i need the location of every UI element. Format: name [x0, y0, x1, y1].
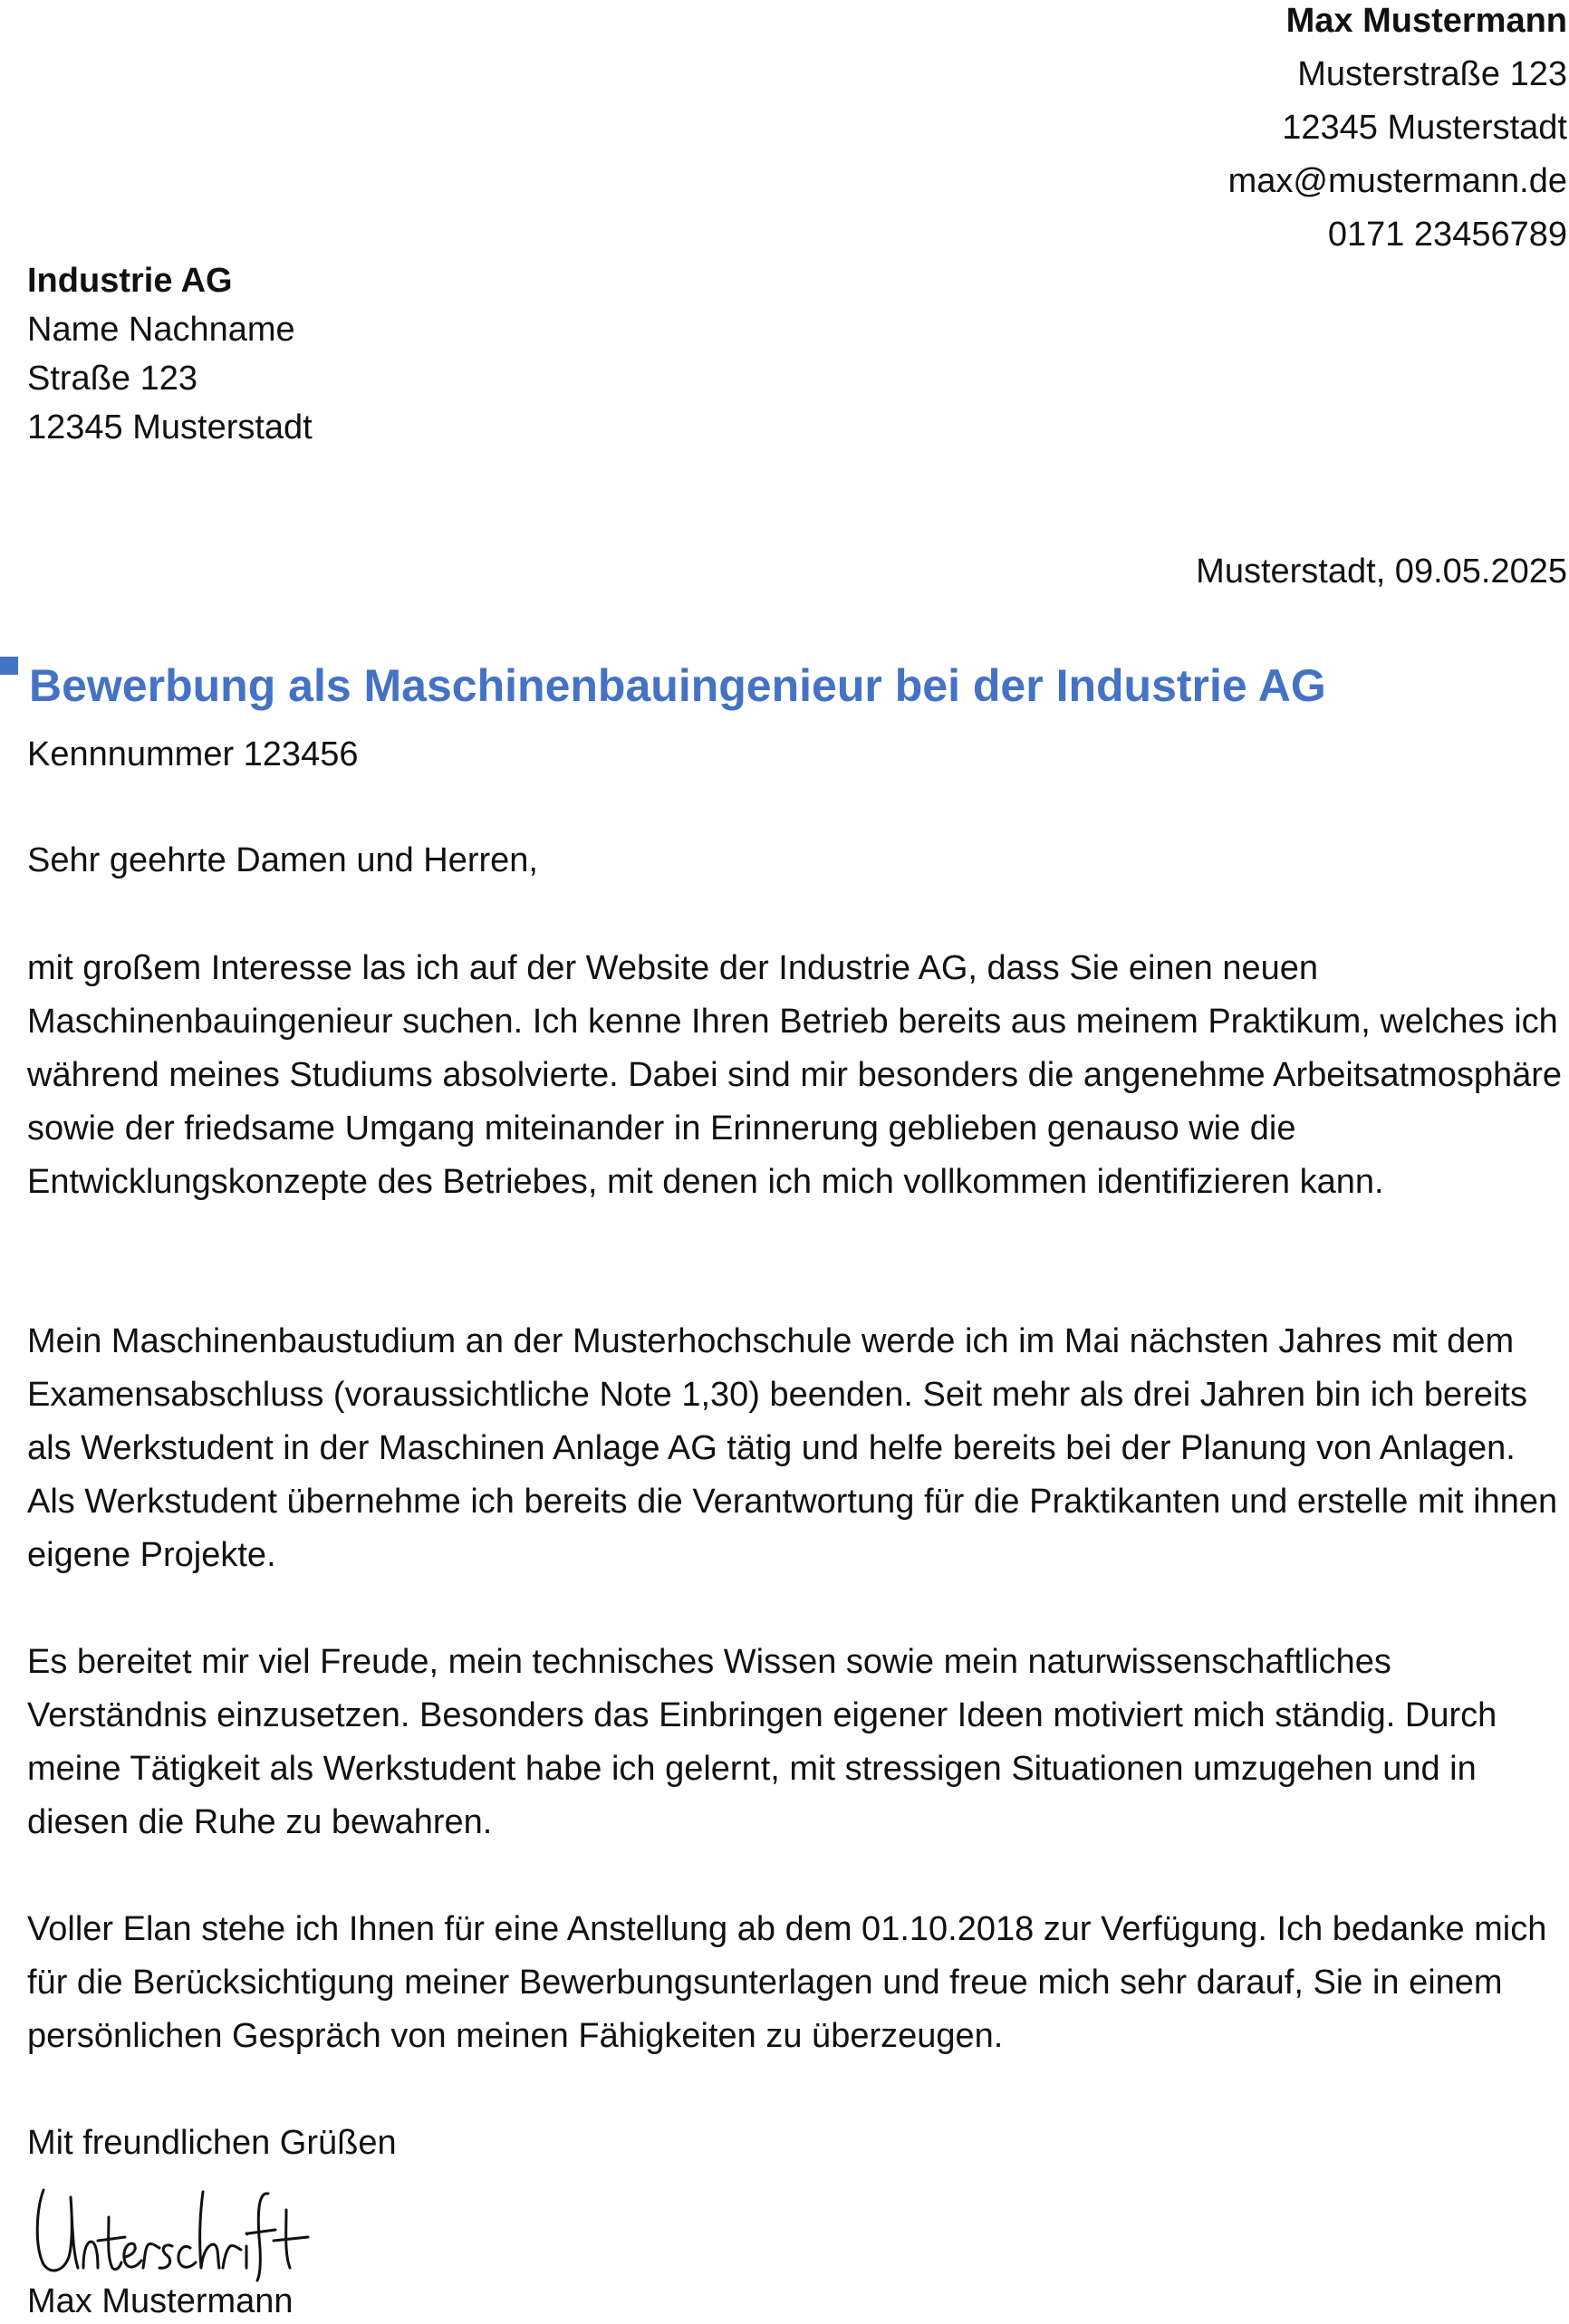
salutation: Sehr geehrte Damen und Herren, [27, 841, 538, 879]
sender-name: Max Mustermann [1285, 2, 1567, 40]
sender-city: 12345 Musterstadt [1282, 109, 1567, 147]
signer-name: Max Mustermann [27, 2282, 294, 2320]
closing-phrase: Mit freundlichen Grüßen [27, 2124, 397, 2162]
body-paragraph-1: mit großem Interesse las ich auf der Website der Industrie AG, dass Sie einen neuen Maschinenbauingenieur suchen. Ich kenne Ihren Betrieb bereits aus meinem Praktikum, welches ich während meines Studiums absolvierte. Dabei sind mir besonders die angenehme Arbeitsatmosphäre sowie der friedsame Umgang miteinander in Erinnerung geblieben genauso wie die Entwicklungskonzepte des Betriebes, mit denen ich mich vollkommen identifizieren kann. [27, 949, 1563, 1201]
handwritten-signature [31, 2174, 321, 2282]
sender-email: max@mustermann.de [1227, 162, 1567, 200]
recipient-contact: Name Nachname [27, 311, 295, 349]
sender-phone: 0171 23456789 [1327, 216, 1567, 254]
body-paragraph-3: Es bereitet mir viel Freude, mein technisches Wissen sowie mein naturwissenschaftliches Verständnis einzusetzen. Besonders das Einbringen eigener Ideen motiviert mich ständig. Durch meine Tätigkeit als Werkstudent habe ich gelernt, mit stressigen Situationen umzugehen und in diesen die Ruhe zu bewahren. [27, 1643, 1497, 1841]
reference-number: Kennnummer 123456 [27, 735, 359, 773]
heading-marker [0, 657, 18, 675]
body-paragraph-4: Voller Elan stehe ich Ihnen für eine Anstellung ab dem 01.10.2018 zur Verfügung. Ich bedanke mich für die Berücksichtigung meiner Bewerbungsunterlagen und freue mich sehr darauf, Sie in einem persönlichen Gespräch von meinen Fähigkeiten zu überzeugen. [27, 1910, 1547, 2055]
date-line: Musterstadt, 09.05.2025 [1196, 552, 1567, 591]
recipient-street: Straße 123 [27, 360, 197, 398]
sender-block [1228, 0, 1567, 262]
recipient-city: 12345 Musterstadt [27, 408, 313, 447]
subject-heading: Bewerbung als Maschinenbauingenieur bei der Industrie AG [29, 660, 1326, 711]
body-paragraph-2: Mein Maschinenbaustudium an der Musterhochschule werde ich im Mai nächsten Jahres mit dem Examensabschluss (voraussichtliche Note 1,30) beenden. Seit mehr als drei Jahren bin ich bereits als Werkstudent in der Maschinen Anlage AG tätig und helfe bereits bei der Planung von Anlagen. Als Werkstudent übernehme ich bereits die Verantwortung für die Praktikanten und erstelle mit ihnen eigene Projekte. [27, 1322, 1558, 1574]
recipient-company: Industrie AG [27, 262, 233, 300]
recipient-block [27, 256, 313, 452]
sender-street: Musterstraße 123 [1297, 55, 1567, 93]
